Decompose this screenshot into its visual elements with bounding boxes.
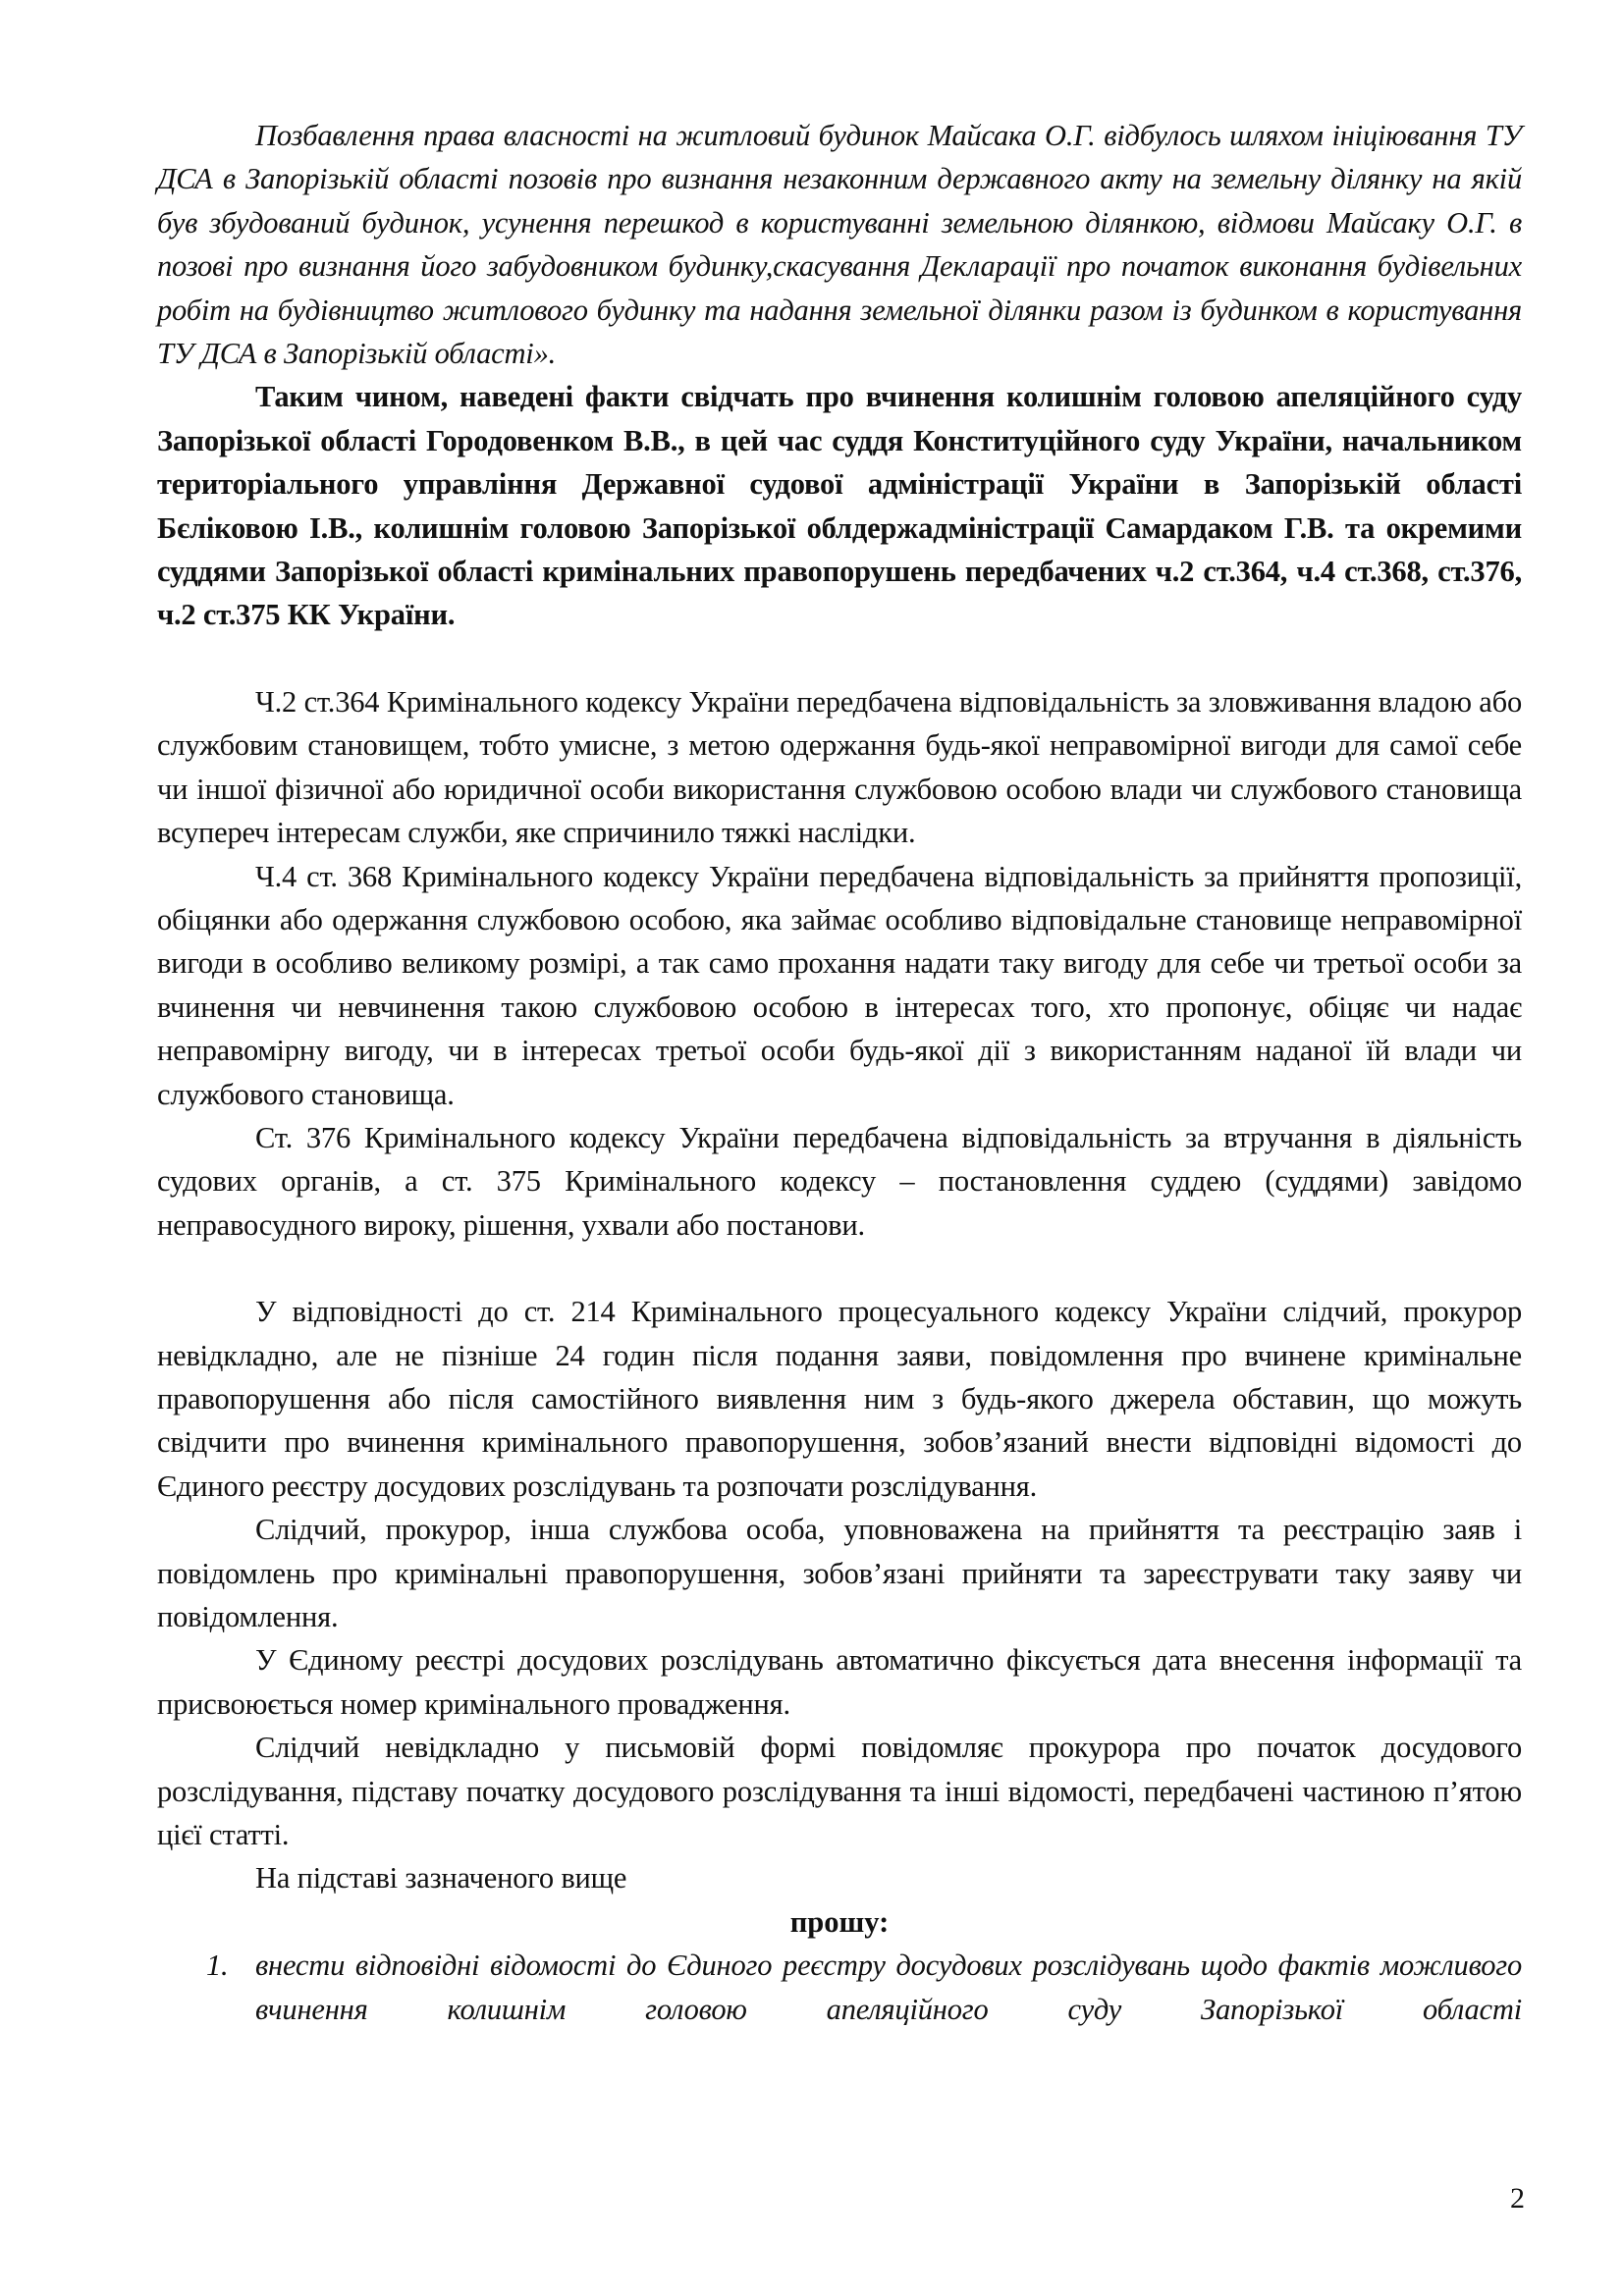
page-number: 2: [1510, 2182, 1525, 2215]
registration-duty-paragraph: Слідчий, прокурор, інша службова особа, уповноважена на прийняття та реєстрацію заяв і повідомлень про кримінальні правопорушення, зобов’язані прийняти та зареєструвати таку заяву чи повідомлення.: [157, 1513, 1522, 1633]
paragraph-gap: [157, 1247, 1522, 1290]
request-item-number: 1.: [206, 1949, 229, 1983]
registry-auto-record-paragraph: У Єдиному реєстрі досудових розслідувань автоматично фіксується дата внесення інформації та присвоюється номер кримінального провадження.: [157, 1643, 1522, 1721]
request-item-text: внести відповідні відомості до Єдиного реєстру досудових розслідувань щодо фактів можливого вчинення колишнім головою апеляційного суду Запорізької області: [255, 1949, 1522, 2026]
article-368-paragraph: Ч.4 ст. 368 Кримінального кодексу України передбачена відповідальність за прийняття пропозиції, обіцянки або одержання службовою особою, яка займає особливо відповідальне становище неправомірної вигоди в особливо великому розмірі, а так само прохання надати таку вигоду для себе чи третьої особи за вчинення чи невчинення такою службовою особою в інтересах того, хто пропонує, обіцяє чи надає неправомірну вигоду, чи в інтересах третьої особи будь-якої дії з використанням наданої їй влади чи службового становища.: [157, 859, 1522, 1111]
basis-paragraph: На підставі зазначеного вище: [255, 1861, 627, 1896]
article-364-paragraph: Ч.2 ст.364 Кримінального кодексу України передбачена відповідальність за зловживання владою або службовим становищем, тобто умисне, з метою одержання будь-якої неправомірної вигоди для самої себе чи іншої фізичної або юридичної особи використання службовою особою влади чи службового становища всупереч інтересам служби, яке спричинило тяжкі наслідки.: [157, 684, 1522, 850]
quoted-paragraph-property-deprivation: Позбавлення права власності на житловий будинок Майсака О.Г. відбулось шляхом ініціювання ТУ ДСА в Запорізькій області позовів про визнання незаконним державного акту на земельну ділянку на якій був збудований будинок, усунення перешкод в користуванні земельною ділянкою, відмови Майсаку О.Г. в позові про визнання його забудовником будинку,скасування Декларації про початок виконання будівельних робіт на будівництво житлового будинку та надання земельної ділянки разом із будинком в користування ТУ ДСА в Запорізькій області».: [157, 119, 1522, 371]
request-list: [157, 1944, 1522, 2031]
request-list-item: [157, 1944, 1522, 2031]
investigator-notification-paragraph: Слідчий невідкладно у письмовій формі повідомляє прокурора про початок досудового розслідування, підставу початку досудового розслідування та інші відомості, передбачені частиною п’ятою цієї статті.: [157, 1731, 1522, 1852]
paragraph-gap: [157, 637, 1522, 680]
article-376-375-paragraph: Ст. 376 Кримінального кодексу України передбачена відповідальність за втручання в діяльність судових органів, а ст. 375 Кримінального кодексу – постановлення суддею (суддями) завідомо неправосудного вироку, рішення, ухвали або постанови.: [157, 1120, 1522, 1242]
request-heading: прошу:: [789, 1904, 890, 1939]
conclusion-paragraph-offenses: Таким чином, наведені факти свідчать про вчинення колишнім головою апеляційного суду Запорізької області Городовенком В.В., в цей час суддя Конституційного суду України, начальником територіального управління Державної судової адміністрації України в Запорізькій області Бєліковою І.В., колишнім головою Запорізької облдержадміністрації Самардаком Г.В. та окремими суддями Запорізької області кримінальних правопорушень передбачених ч.2 ст.364, ч.4 ст.368, ст.376, ч.2 ст.375 КК України.: [157, 380, 1522, 632]
article-214-paragraph: У відповідності до ст. 214 Кримінального процесуального кодексу України слідчий, прокурор невідкладно, але не пізніше 24 годин після подання заяви, повідомлення про вчинене кримінальне правопорушення або після самостійного виявлення ним з будь-якого джерела обставин, що можуть свідчити про вчинення кримінального правопорушення, зобов’язаний внести відповідні відомості до Єдиного реєстру досудових розслідувань та розпочати розслідування.: [157, 1295, 1522, 1503]
document-page: [157, 114, 1522, 2031]
